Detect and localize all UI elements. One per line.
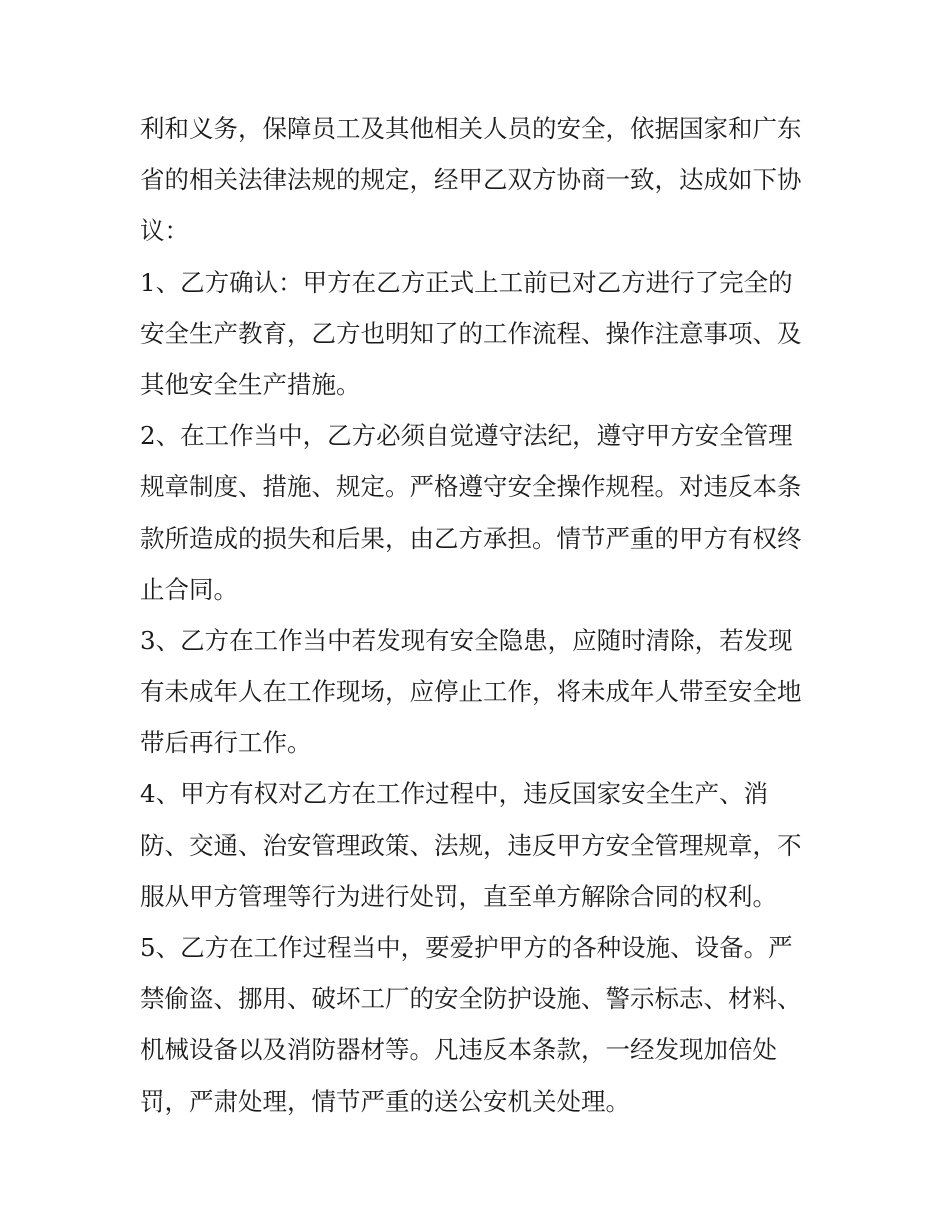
text-line: 其他安全生产措施。 bbox=[140, 369, 361, 399]
text-line: 款所造成的损失和后果，由乙方承担。情节严重的甲方有权终 bbox=[140, 523, 802, 553]
paragraph-clause-5 bbox=[140, 922, 820, 1127]
document-body bbox=[140, 103, 820, 1127]
text-line: 2、在工作当中，乙方必须自觉遵守法纪，遵守甲方安全管理 bbox=[140, 421, 793, 451]
text-line: 3、乙方在工作当中若发现有安全隐患，应随时清除，若发现 bbox=[140, 625, 793, 655]
text-line: 4、甲方有权对乙方在工作过程中，违反国家安全生产、消 bbox=[140, 779, 769, 809]
text-line: 利和义务，保障员工及其他相关人员的安全，依据国家和广东 bbox=[140, 114, 802, 143]
text-line: 5、乙方在工作过程当中，要爱护甲方的各种设施、设备。严 bbox=[140, 933, 793, 962]
text-line: 罚，严肃处理，情节严重的送公安机关处理。 bbox=[140, 1086, 630, 1116]
paragraph-clause-4 bbox=[140, 768, 820, 922]
text-line: 有未成年人在工作现场，应停止工作，将未成年人带至安全地 bbox=[140, 677, 802, 707]
text-line: 规章制度、措施、规定。严格遵守安全操作规程。对违反本条 bbox=[140, 472, 802, 502]
text-line: 安全生产教育，乙方也明知了的工作流程、操作注意事项、及 bbox=[140, 318, 802, 348]
text-line: 禁偷盗、挪用、破坏工厂的安全防护设施、警示标志、材料、 bbox=[140, 984, 802, 1014]
text-line: 省的相关法律法规的规定，经甲乙双方协商一致，达成如下协 bbox=[140, 165, 802, 195]
text-line: 议： bbox=[140, 216, 189, 246]
paragraph-clause-2 bbox=[140, 410, 820, 615]
text-line: 机械设备以及消防器材等。凡违反本条款，一经发现加倍处 bbox=[140, 1035, 777, 1065]
paragraph-clause-1 bbox=[140, 257, 820, 411]
paragraph-intro bbox=[140, 103, 820, 257]
paragraph-clause-3 bbox=[140, 615, 820, 769]
text-line: 止合同。 bbox=[140, 574, 238, 604]
text-line: 带后再行工作。 bbox=[140, 728, 312, 758]
text-line: 1、乙方确认：甲方在乙方正式上工前已对乙方进行了完全的 bbox=[140, 267, 793, 297]
text-line: 防、交通、治安管理政策、法规，违反甲方安全管理规章，不 bbox=[140, 830, 802, 860]
text-line: 服从甲方管理等行为进行处罚，直至单方解除合同的权利。 bbox=[140, 881, 777, 911]
